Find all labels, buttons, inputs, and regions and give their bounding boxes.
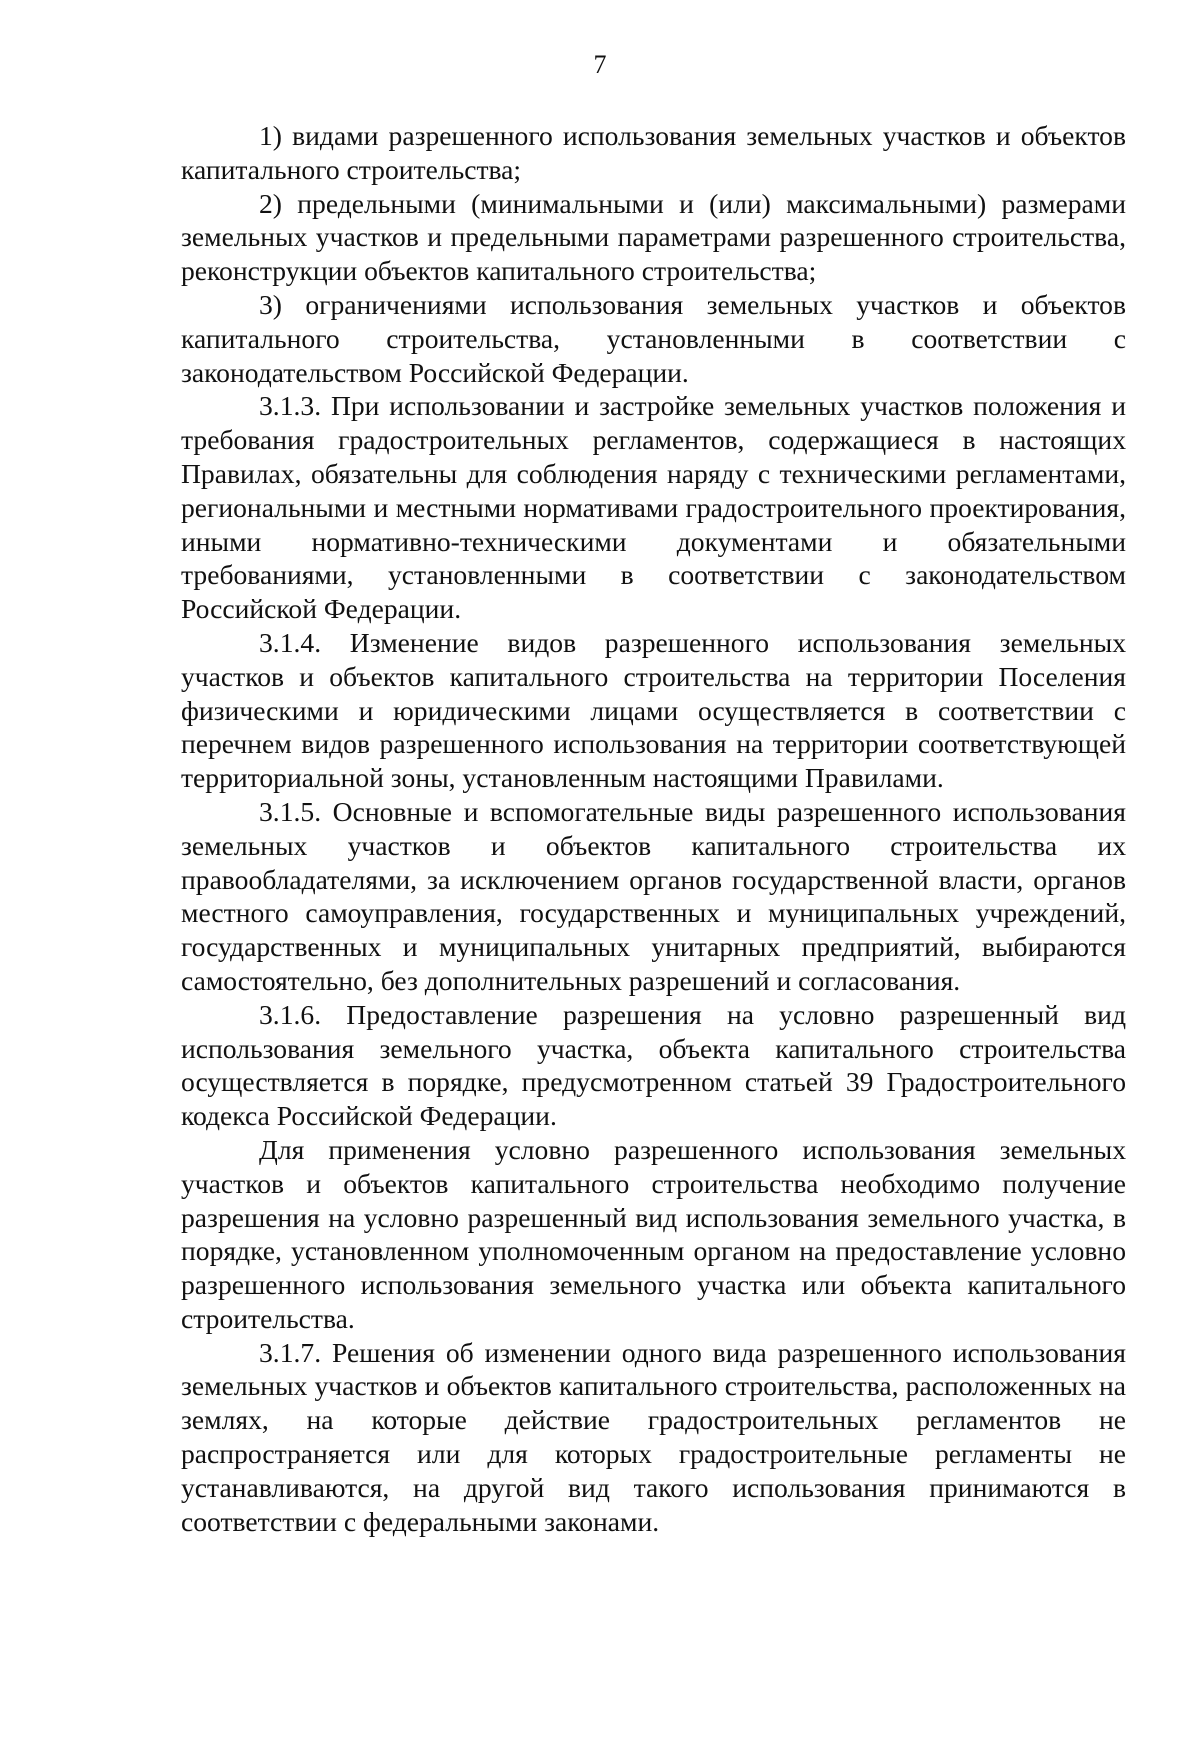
paragraph-item-3: 3) ограничениями использования земельных участков и объектов капитального строительства, установленными в соответствии с законодательством Российской Федерации. (181, 288, 1126, 388)
paragraph-3-1-4: 3.1.4. Изменение видов разрешенного использования земельных участков и объектов капитального строительства на территории Поселения физическими и юридическими лицами осуществляется в соответствии с перечнем видов разрешенного использования на территории соответствующей территориальной зоны, установленным настоящими Правилами. (181, 626, 1126, 794)
document-body (181, 119, 1126, 1538)
paragraph-3-1-5: 3.1.5. Основные и вспомогательные виды разрешенного использования земельных участков и объектов капитального строительства их правообладателями, за исключением органов государственной власти, органов местного самоуправления, государственных и муниципальных учреждений, государственных и муниципальных унитарных предприятий, выбираются самостоятельно, без дополнительных разрешений и согласования. (181, 795, 1126, 996)
paragraph-3-1-7: 3.1.7. Решения об изменении одного вида разрешенного использования земельных участков и объектов капитального строительства, расположенных на землях, на которые действие градостроительных регламентов не распространяется или для которых градостроительные регламенты не устанавливаются, на другой вид такого использования принимаются в соответствии с федеральными законами. (181, 1336, 1126, 1537)
paragraph-3-1-3: 3.1.3. При использовании и застройке земельных участков положения и требования градостроительных регламентов, содержащиеся в настоящих Правилах, обязательны для соблюдения наряду с техническими регламентами, региональными и местными нормативами градостроительного проектирования, иными нормативно-техническими документами и обязательными требованиями, установленными в соответствии с законодательством Российской Федерации. (181, 390, 1126, 625)
paragraph-3-1-6: 3.1.6. Предоставление разрешения на условно разрешенный вид использования земельного участка, объекта капитального строительства осуществляется в порядке, предусмотренном статьей 39 Градостроительного кодекса Российской Федерации. (181, 998, 1126, 1132)
paragraph-item-2: 2) предельными (минимальными и (или) максимальными) размерами земельных участков и предельными параметрами разрешенного строительства, реконструкции объектов капитального строительства; (181, 187, 1126, 287)
paragraph-conditional-use: Для применения условно разрешенного использования земельных участков и объектов капитального строительства необходимо получение разрешения на условно разрешенный вид использования земельного участка, в порядке, установленном уполномоченным органом на предоставление условно разрешенного использования земельного участка или объекта капитального строительства. (181, 1133, 1126, 1334)
page-number: 7 (593, 50, 607, 79)
paragraph-item-1: 1) видами разрешенного использования земельных участков и объектов капитального строительства; (181, 120, 1126, 185)
